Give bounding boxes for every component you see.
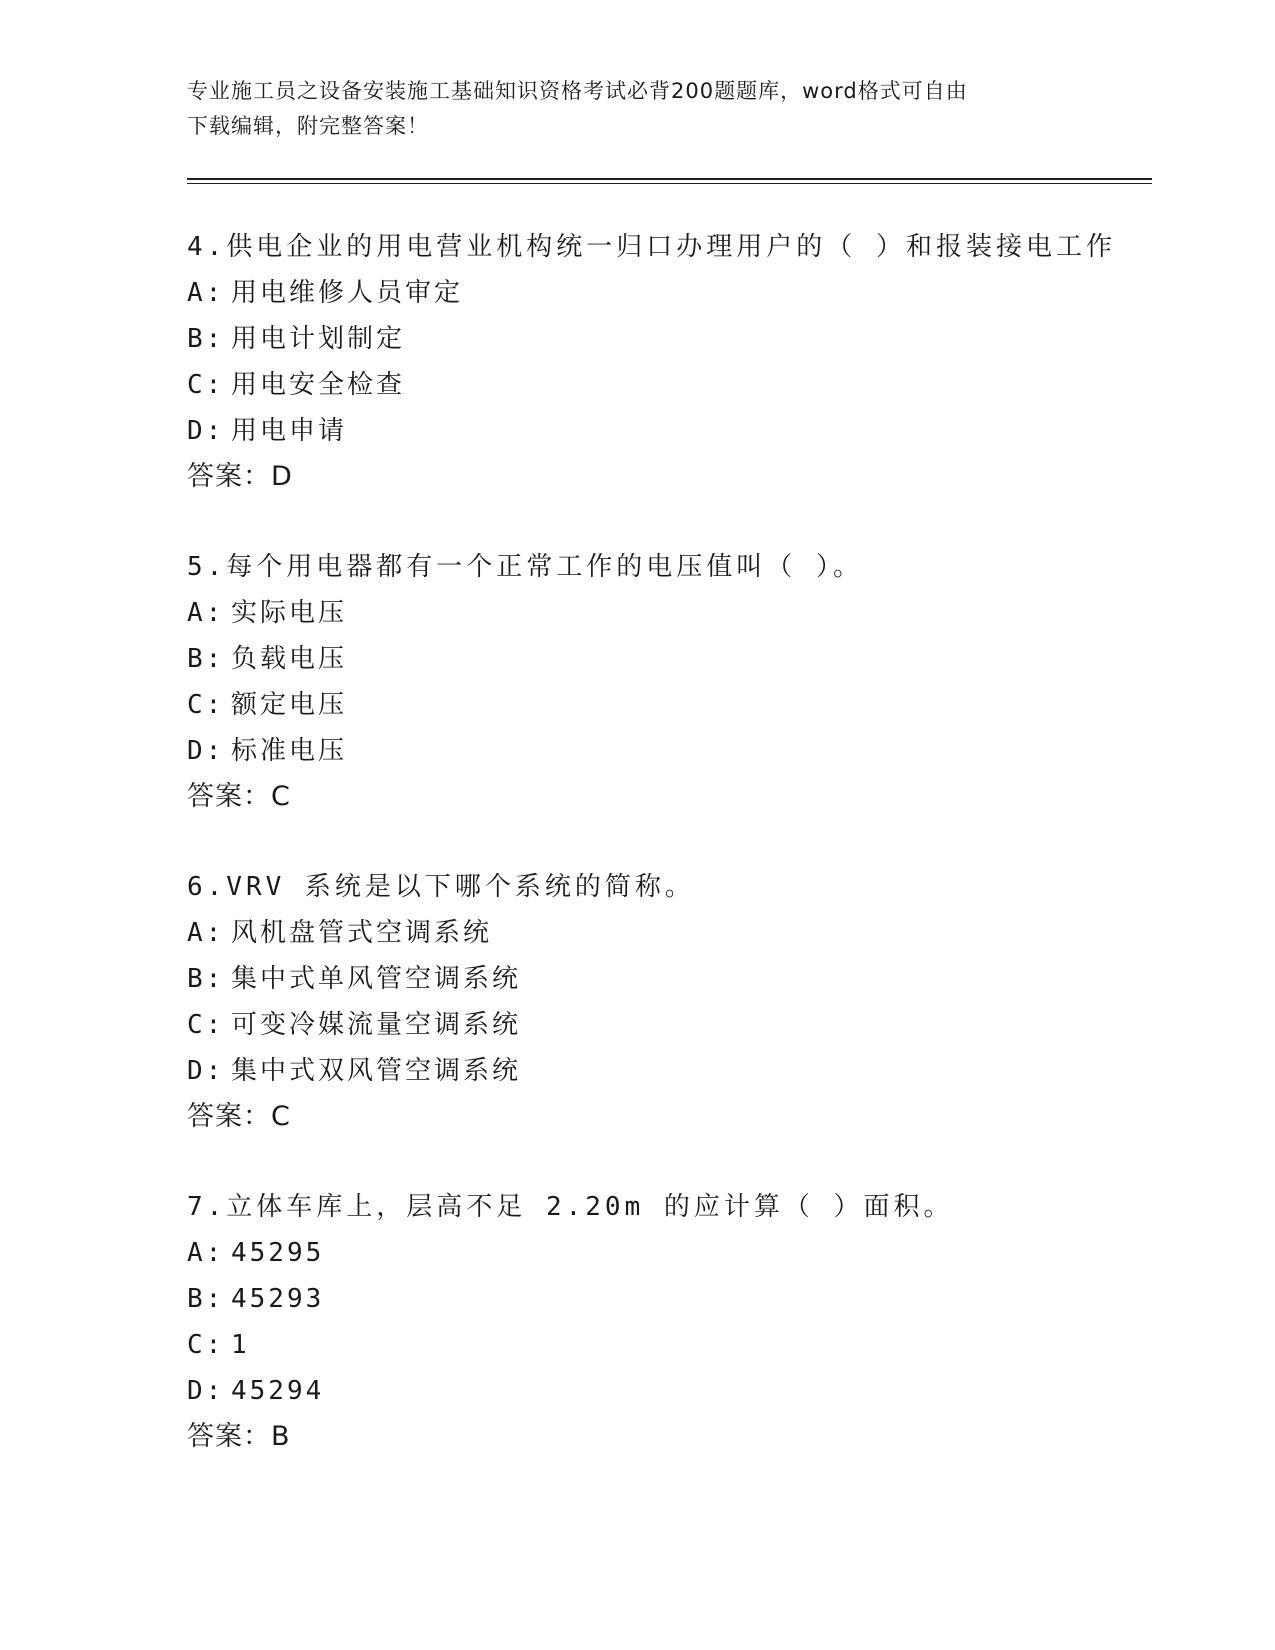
option-c bbox=[187, 682, 1147, 728]
question-block bbox=[187, 864, 1147, 1140]
option-label: C: bbox=[187, 1010, 225, 1040]
option-b bbox=[187, 636, 1147, 682]
option-label: C: bbox=[187, 370, 225, 400]
question-block bbox=[187, 544, 1147, 820]
question-block bbox=[187, 1184, 1147, 1460]
option-text: 实际电压 bbox=[231, 598, 348, 628]
option-text: 1 bbox=[231, 1330, 250, 1360]
option-d bbox=[187, 728, 1147, 774]
option-label: C: bbox=[187, 1330, 225, 1360]
header-divider-thick bbox=[187, 178, 1152, 180]
option-b bbox=[187, 316, 1147, 362]
answer-line: 答案：C bbox=[187, 781, 291, 812]
option-a bbox=[187, 590, 1147, 636]
option-label: A: bbox=[187, 278, 225, 308]
option-c bbox=[187, 1322, 1147, 1368]
option-d bbox=[187, 1048, 1147, 1094]
answer-line: 答案：D bbox=[187, 461, 293, 492]
option-label: D: bbox=[187, 1056, 225, 1086]
option-a bbox=[187, 1230, 1147, 1276]
header-divider-thin bbox=[187, 183, 1152, 184]
option-text: 用电申请 bbox=[231, 416, 348, 446]
option-label: B: bbox=[187, 1284, 225, 1314]
option-a bbox=[187, 910, 1147, 956]
option-b bbox=[187, 1276, 1147, 1322]
option-text: 用电维修人员审定 bbox=[231, 278, 464, 308]
option-d bbox=[187, 1368, 1147, 1414]
answer-line: 答案：C bbox=[187, 1101, 291, 1132]
option-c bbox=[187, 362, 1147, 408]
option-label: B: bbox=[187, 644, 225, 674]
option-text: 风机盘管式空调系统 bbox=[231, 918, 493, 948]
option-text: 标准电压 bbox=[231, 736, 348, 766]
answer-line: 答案：B bbox=[187, 1421, 291, 1452]
option-text: 用电安全检查 bbox=[231, 370, 406, 400]
option-text: 额定电压 bbox=[231, 690, 348, 720]
option-text: 负载电压 bbox=[231, 644, 348, 674]
option-text: 用电计划制定 bbox=[231, 324, 406, 354]
option-text: 集中式单风管空调系统 bbox=[231, 964, 522, 994]
option-label: A: bbox=[187, 1238, 225, 1268]
header-line-1: 专业施工员之设备安装施工基础知识资格考试必背200题题库，word格式可自由 bbox=[187, 79, 968, 103]
header-line-2: 下载编辑，附完整答案！ bbox=[187, 114, 429, 138]
option-label: B: bbox=[187, 324, 225, 354]
option-d bbox=[187, 408, 1147, 454]
option-label: A: bbox=[187, 918, 225, 948]
option-label: B: bbox=[187, 964, 225, 994]
option-text: 集中式双风管空调系统 bbox=[231, 1056, 522, 1086]
option-text: 可变冷媒流量空调系统 bbox=[231, 1010, 522, 1040]
option-label: D: bbox=[187, 416, 225, 446]
option-label: C: bbox=[187, 690, 225, 720]
question-title: 6.VRV 系统是以下哪个系统的简称。 bbox=[187, 872, 695, 902]
option-label: D: bbox=[187, 1376, 225, 1406]
question-block bbox=[187, 224, 1147, 500]
option-a bbox=[187, 270, 1147, 316]
option-label: A: bbox=[187, 598, 225, 628]
option-text: 45294 bbox=[231, 1376, 325, 1406]
option-text: 45293 bbox=[231, 1284, 325, 1314]
option-label: D: bbox=[187, 736, 225, 766]
option-c bbox=[187, 1002, 1147, 1048]
option-b bbox=[187, 956, 1147, 1002]
question-title: 4.供电企业的用电营业机构统一归口办理用户的（ ）和报装接电工作 bbox=[187, 232, 1116, 262]
question-title: 7.立体车库上，层高不足 2.20m 的应计算（ ）面积。 bbox=[187, 1192, 954, 1222]
document-header bbox=[187, 74, 1087, 144]
option-text: 45295 bbox=[231, 1238, 325, 1268]
question-title: 5.每个用电器都有一个正常工作的电压值叫（ ）。 bbox=[187, 552, 863, 582]
